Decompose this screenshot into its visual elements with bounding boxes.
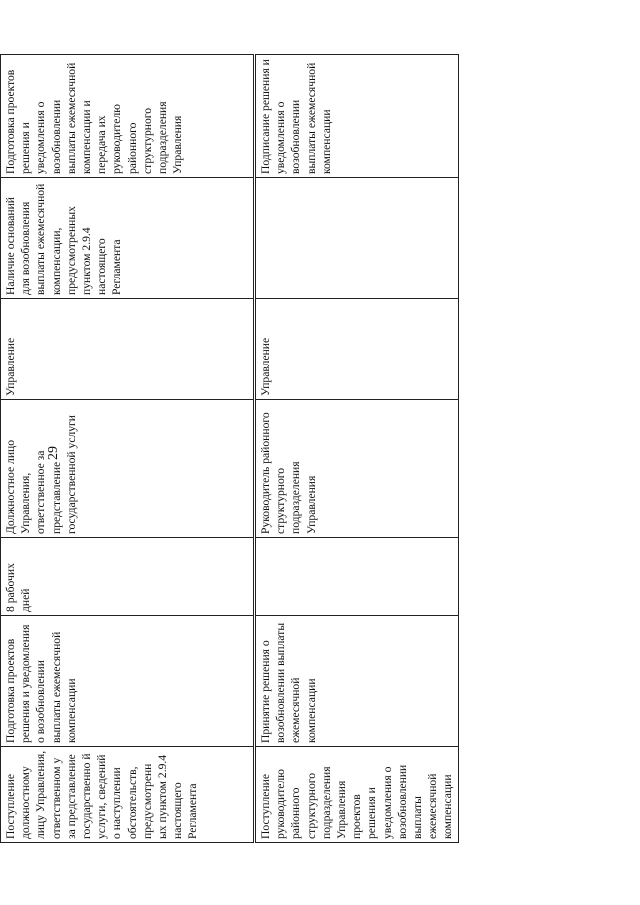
action-cell: Подготовка проектов решения и уведомления о возобновлении выплаты ежемесячной компенсации [1,616,255,747]
procedure-table [0,54,459,843]
place-cell: Управление [255,299,459,400]
result-cell: Подписание решения и уведомления о возобновлении выплаты ежемесячной компенсации [255,55,459,178]
criteria-cell [255,178,459,299]
basis-cell: Поступление руководителю районного структурного подразделения Управления проектов решения и уведомления о возобновлении выплаты ежемесячной компенсации [255,747,459,843]
table-row [1,55,255,843]
place-cell: Управление [1,299,255,400]
criteria-cell: Наличие оснований для возобновления выплаты ежемесячной компенсации, предусмотренных пунктом 2.9.4 настоящего Регламента [1,178,255,299]
duration-cell: 8 рабочих дней [1,538,255,616]
responsible-cell: Руководитель районного структурного подразделения Управления [255,400,459,538]
responsible-cell: Должностное лицо Управления, ответственное за представление государственной услуги [1,400,255,538]
page-number: 29 [46,446,61,460]
table-row [255,55,459,843]
result-cell: Подготовка проектов решения и уведомления о возобновлении выплаты ежемесячной компенсации и передача их руководителю районного структурного подразделения Управления [1,55,255,178]
procedure-table-container [0,55,455,843]
action-cell: Принятие решения о возобновлении выплаты ежемесячной компенсации [255,616,459,747]
duration-cell [255,538,459,616]
basis-cell: Поступление должностному лицу Управления, ответственном у за представление государственно й услуги, сведений о наступлении обстоятельств, предусмотренн ых пунктом 2.9.4 настоящего Регламента [1,747,255,843]
